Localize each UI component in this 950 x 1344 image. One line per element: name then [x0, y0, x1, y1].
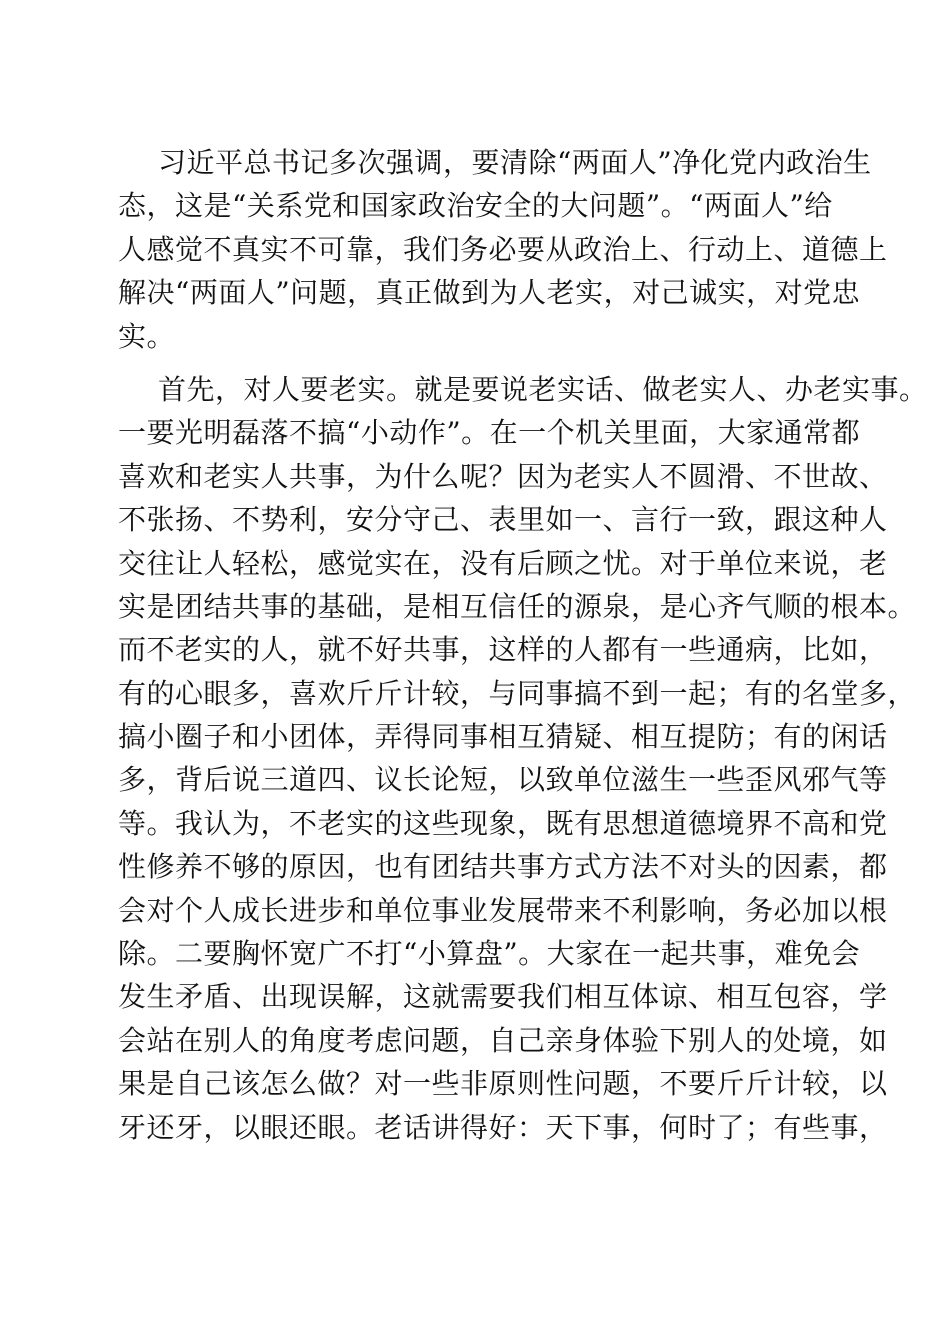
paragraph-spacer — [118, 358, 838, 368]
paragraph-2 — [118, 368, 928, 1149]
text-line: 有的心眼多，喜欢斤斤计较，与同事搞不到一起；有的名堂多， — [118, 676, 917, 710]
text-line: 实是团结共事的基础，是相互信任的源泉，是心齐气顺的根本。 — [118, 589, 917, 623]
text-line: 喜欢和老实人共事，为什么呢？因为老实人不圆滑、不世故、 — [118, 459, 888, 493]
text-line: 首先，对人要老实。就是要说老实话、做老实人、办老实事。 — [158, 372, 928, 406]
text-line: 发生矛盾、出现误解，这就需要我们相互体谅、相互包容，学 — [118, 980, 888, 1014]
text-line: 除。二要胸怀宽广不打“小算盘”。大家在一起共事，难免会 — [118, 937, 861, 971]
text-line: 等。我认为，不老实的这些现象，既有思想道德境界不高和党 — [118, 806, 888, 840]
body-text — [118, 141, 928, 1149]
text-line: 会对个人成长进步和单位事业发展带来不利影响，务必加以根 — [118, 893, 888, 927]
text-line: 态，这是“关系党和国家政治安全的大问题”。“两面人”给 — [118, 189, 833, 223]
text-line: 不张扬、不势利，安分守己、表里如一、言行一致，跟这种人 — [118, 503, 888, 537]
text-line: 性修养不够的原因，也有团结共事方式方法不对头的因素，都 — [118, 850, 888, 884]
text-line: 实。 — [118, 319, 176, 353]
text-line: 牙还牙，以眼还眼。老话讲得好：天下事，何时了；有些事， — [118, 1110, 888, 1144]
text-line: 多，背后说三道四、议长论短，以致单位滋生一些歪风邪气等 — [118, 763, 888, 797]
text-line: 果是自己该怎么做？对一些非原则性问题，不要斤斤计较，以 — [118, 1067, 888, 1101]
text-line: 人感觉不真实不可靠，我们务必要从政治上、行动上、道德上 — [118, 232, 888, 266]
text-line: 交往让人轻松，感觉实在，没有后顾之忧。对于单位来说，老 — [118, 546, 888, 580]
text-line: 而不老实的人，就不好共事，这样的人都有一些通病，比如， — [118, 633, 888, 667]
text-line: 一要光明磊落不搞“小动作”。在一个机关里面，大家通常都 — [118, 416, 861, 450]
text-line: 解决“两面人”问题，真正做到为人老实，对己诚实，对党忠 — [118, 276, 861, 310]
text-line: 搞小圈子和小团体，弄得同事相互猜疑、相互提防；有的闲话 — [118, 720, 888, 754]
paragraph-1 — [118, 141, 888, 358]
text-line: 习近平总书记多次强调，要清除“两面人”净化党内政治生 — [158, 146, 872, 179]
text-line: 会站在别人的角度考虑问题，自己亲身体验下别人的处境，如 — [118, 1023, 888, 1057]
